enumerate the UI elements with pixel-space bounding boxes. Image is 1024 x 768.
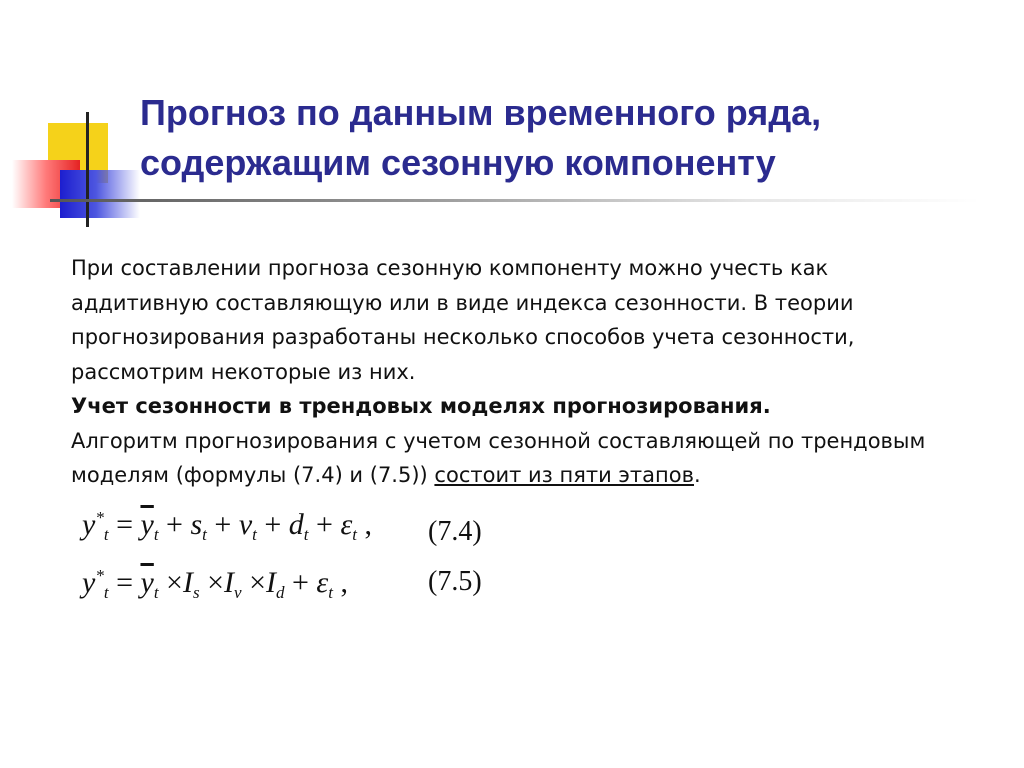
logo-blue-square (60, 170, 140, 218)
slide-logo-decoration (0, 100, 150, 230)
intro-paragraph: При составлении прогноза сезонную компоненту можно учесть как аддитивную составляющую или в виде индекса сезонности. В теории прогнозирования разработаны несколько способов учета сезонности, рассмотрим некоторые из них. (71, 256, 855, 384)
logo-vertical-line (86, 112, 89, 227)
algorithm-paragraph (71, 424, 971, 493)
section-heading: Учет сезонности в трендовых моделях прогнозирования. (71, 394, 771, 418)
algorithm-text: Алгоритм прогнозирования с учетом сезонной составляющей по трендовым моделям (формулы (7.4) и (7.5)) (71, 428, 926, 487)
title-line-2: содержащим сезонную компоненту (140, 142, 776, 183)
five-stages-link[interactable]: состоит из пяти этапов (434, 463, 694, 487)
title-divider (50, 199, 980, 202)
formula-7-4: $y^*_t = \overline{y}_t + s_t + \nu_t + d_t + \varepsilon_t$ , (82, 508, 373, 544)
paragraph-end: . (694, 463, 701, 487)
formula-number-7-5: (7.5) (428, 566, 482, 597)
slide-body-text (71, 251, 971, 493)
title-line-1: Прогноз по данным временного ряда, (140, 92, 822, 133)
formula-7-5: $y^*_t = \overline{y}_t \times I_s \times I_v \times I_d + \varepsilon_t$ , (82, 566, 348, 602)
slide-title (140, 88, 1000, 188)
formula-number-7-4: (7.4) (428, 516, 482, 547)
